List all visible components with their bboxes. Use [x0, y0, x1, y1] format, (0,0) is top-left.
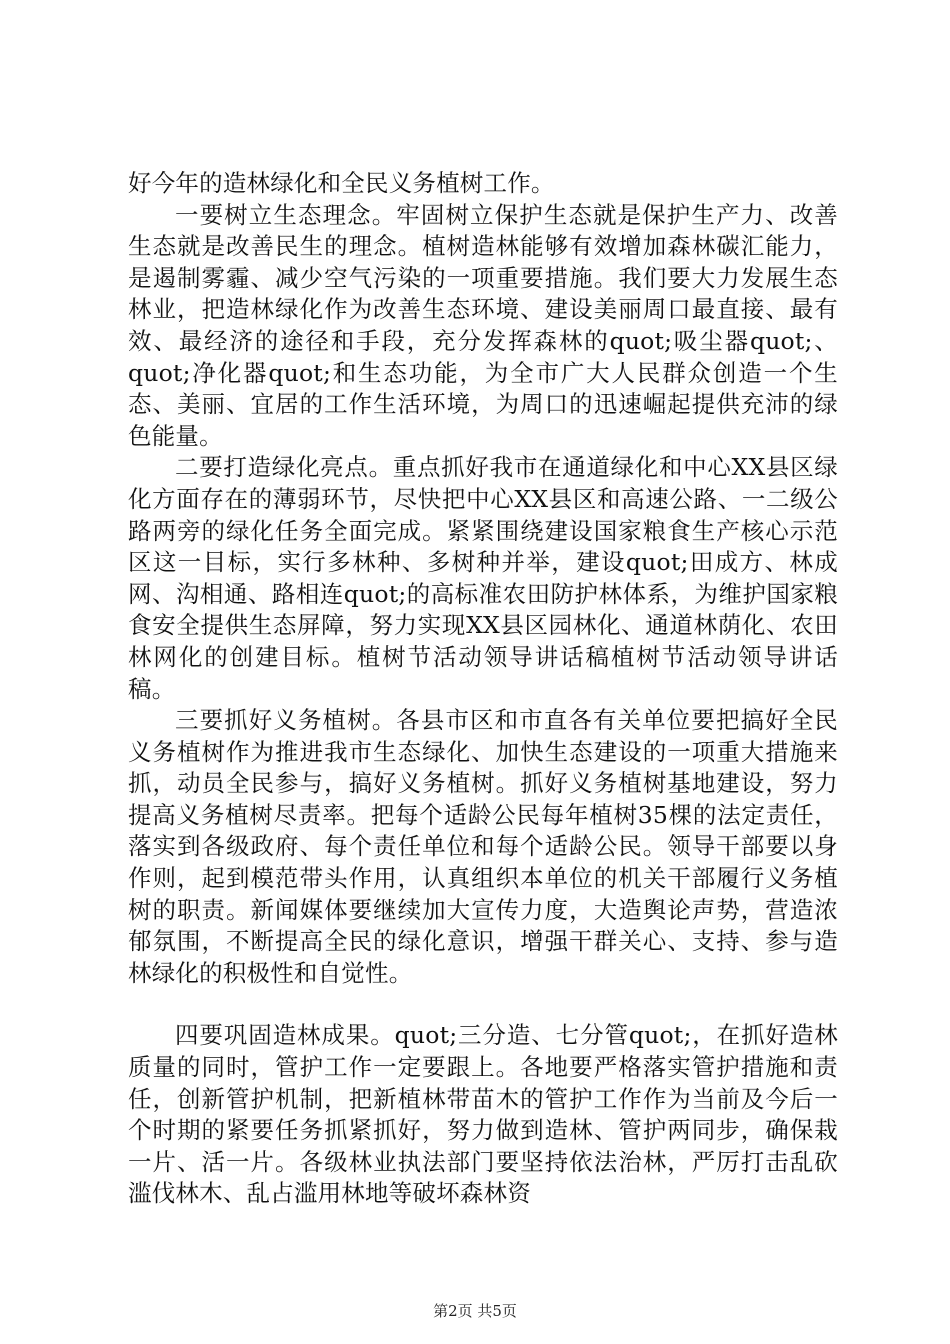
paragraph-ecology-concept: 一要树立生态理念。牢固树立保护生态就是保护生产力、改善生态就是改善民生的理念。植树造林能够有效增加森林碳汇能力，是遏制雾霾、减少空气污染的一项重要措施。我们要大力发展生态林业，把造林绿化作为改善生态环境、建设美丽周口最直接、最有效、最经济的途径和手段，充分发挥森林的quot;吸尘器quot;、quot;净化器quot;和生态功能，为全市广大人民群众创造一个生态、美丽、宜居的工作生活环境，为周口的迅速崛起提供充沛的绿色能量。	[128, 200, 838, 450]
paragraph-continuation: 好今年的造林绿化和全民义务植树工作。	[128, 169, 555, 197]
paragraph-voluntary-planting: 三要抓好义务植树。各县市区和市直各有关单位要把搞好全民义务植树作为推进我市生态绿化、加快生态建设的一项重大措施来抓，动员全民参与，搞好义务植树。抓好义务植树基地建设，努力提高义务植树尽责率。把每个适龄公民每年植树35棵的法定责任，落实到各级政府、每个责任单位和每个适龄公民。领导干部要以身作则，起到模范带头作用，认真组织本单位的机关干部履行义务植树的职责。新闻媒体要继续加大宣传力度，大造舆论声势，营造浓郁氛围，不断提高全民的绿化意识，增强干群关心、支持、参与造林绿化的积极性和自觉性。	[128, 706, 838, 987]
paragraph-greening-highlights: 二要打造绿化亮点。重点抓好我市在通道绿化和中心XX县区绿化方面存在的薄弱环节，尽快把中心XX县区和高速公路、一二级公路两旁的绿化任务全面完成。紧紧围绕建设国家粮食生产核心示范区这一目标，实行多林种、多树种并举，建设quot;田成方、林成网、沟相通、路相连quot;的高标准农田防护林体系，为维护国家粮食安全提供生态屏障，努力实现XX县区园林化、通道林荫化、农田林网化的创建目标。植树节活动领导讲话稿植树节活动领导讲话稿。	[128, 453, 838, 703]
document-body	[128, 168, 838, 1210]
paragraph-consolidate-results: 四要巩固造林成果。quot;三分造、七分管quot;，在抓好造林质量的同时，管护工作一定要跟上。各地要严格落实管护措施和责任，创新管护机制，把新植林带苗木的管护工作作为当前及今后一个时期的紧要任务抓紧抓好，努力做到造林、管护两同步，确保栽一片、活一片。各级林业执法部门要坚持依法治林，严厉打击乱砍滥伐林木、乱占滥用林地等破坏森林资	[128, 1021, 838, 1208]
page-number-footer: 第2页 共5页	[433, 1302, 517, 1320]
